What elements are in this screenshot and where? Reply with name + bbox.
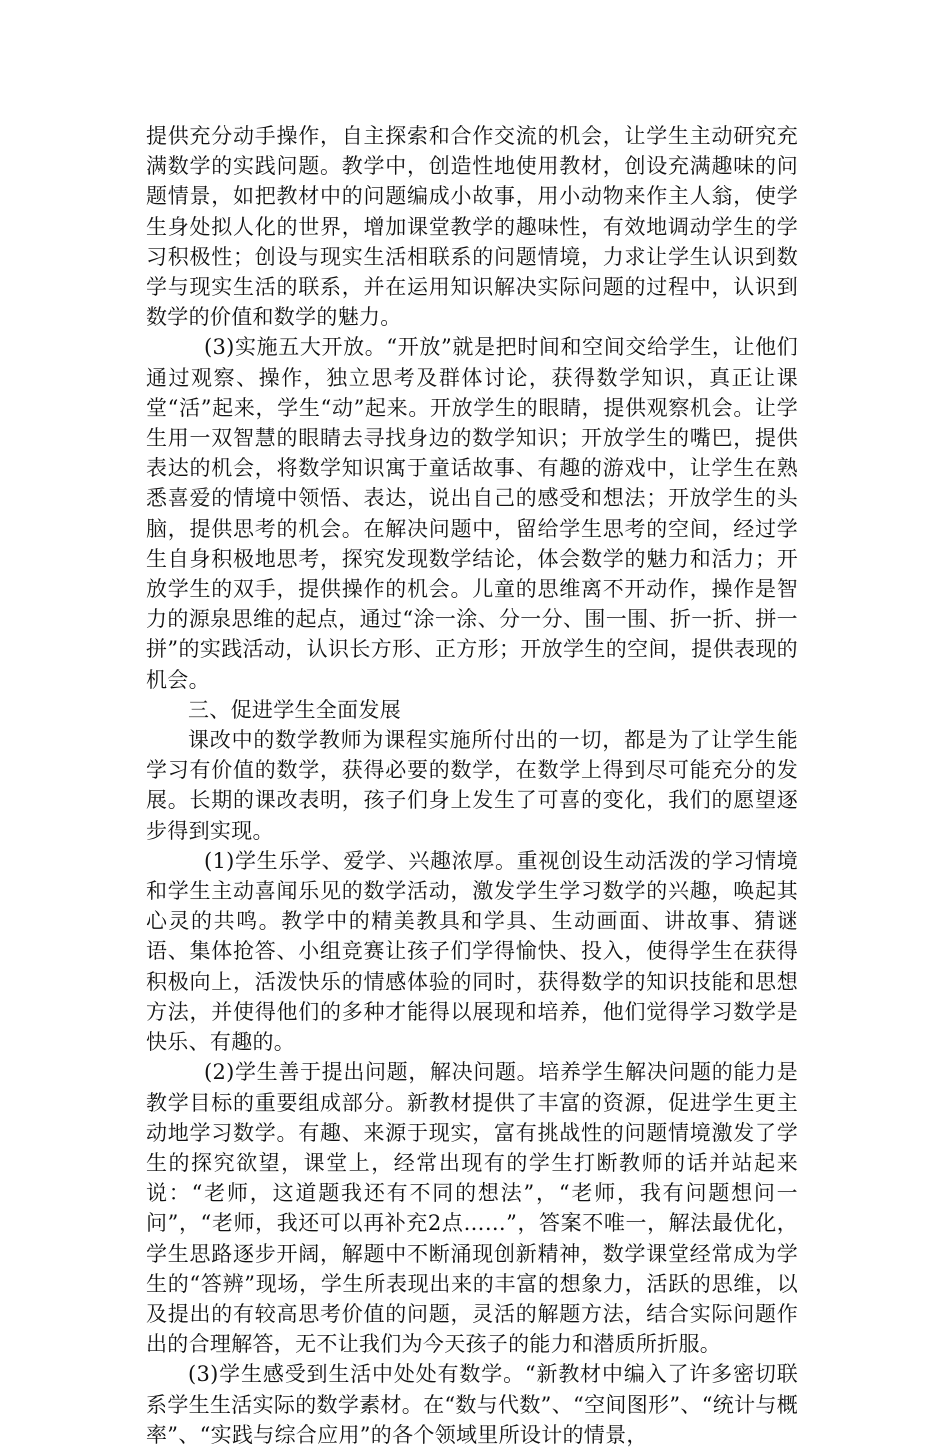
paragraph-continuation: 提供充分动手操作，自主探索和合作交流的机会，让学生主动研究充满数学的实践问题。教学中，创造性地使用教材，创设充满趣味的问题情景，如把教材中的问题编成小故事，用小动物来作主人翁，使学生身处拟人化的世界，增加课堂教学的趣味性，有效地调动学生的学习积极性；创设与现实生活相联系的问题情境，力求让学生认识到数学与现实生活的联系，并在运用知识解决实际问题的过程中，认识到数学的价值和数学的魅力。 bbox=[146, 124, 798, 330]
paragraph-item-1: (1)学生乐学、爱学、兴趣浓厚。重视创设生动活泼的学习情境和学生主动喜闻乐见的数学活动，激发学生学习数学的兴趣，唤起其心灵的共鸣。教学中的精美教具和学具、生动画面、讲故事、猜谜语、集体抢答、小组竞赛让孩子们学得愉快、投入，使得学生在获得积极向上，活泼快乐的情感体验的同时，获得数学的知识技能和思想方法，并使得他们的多种才能得以展现和培养，他们觉得学习数学是快乐、有趣的。 bbox=[146, 848, 798, 1055]
section-heading: 三、促进学生全面发展 bbox=[188, 697, 401, 722]
paragraph-five-openings: (3)实施五大开放。“开放”就是把时间和空间交给学生，让他们通过观察、操作，独立思考及群体讨论，获得数学知识，真正让课堂“活”起来，学生“动”起来。开放学生的眼睛，提供观察机会。让学生用一双智慧的眼睛去寻找身边的数学知识；开放学生的嘴巴，提供表达的机会，将数学知识寓于童话故事、有趣的游戏中，让学生在熟悉喜爱的情境中领悟、表达，说出自己的感受和想法；开放学生的头脑，提供思考的机会。在解决问题中，留给学生思考的空间，经过学生自身积极地思考，探究发现数学结论，体会数学的魅力和活力；开放学生的双手，提供操作的机会。儿童的思维离不开动作，操作是智力的源泉思维的起点，通过“涂一涂、分一分、围一围、折一折、拼一拼”的实践活动，认识长方形、正方形；开放学生的空间，提供表现的机会。 bbox=[146, 335, 798, 692]
body-text bbox=[146, 121, 798, 1450]
paragraph-item-2: (2)学生善于提出问题，解决问题。培养学生解决问题的能力是教学目标的重要组成部分。新教材提供了丰富的资源，促进学生更主动地学习数学。有趣、来源于现实，富有挑战性的问题情境激发了学生的探究欲望，课堂上，经常出现有的学生打断教师的话并站起来说：“老师，这道题我还有不同的想法”，“老师，我有问题想问一问”，“老师，我还可以再补充2点……”，答案不唯一，解法最优化，学生思路逐步开阔，解题中不断涌现创新精神，数学课堂经常成为学生的“答辨”现场，学生所表现出来的丰富的想象力，活跃的思维，以及提出的有较高思考价值的问题，灵活的解题方法，结合实际问题作出的合理解答，无不让我们为今天孩子的能力和潜质所折服。 bbox=[146, 1060, 798, 1357]
paragraph-item-3: (3)学生感受到生活中处处有数学。“新教材中编入了许多密切联系学生生活实际的数学素材。在“数与代数”、“空间图形”、“统计与概率”、“实践与综合应用”的各个领域里所设计的情景， bbox=[146, 1362, 798, 1447]
paragraph-intro: 课改中的数学教师为课程实施所付出的一切，都是为了让学生能学习有价值的数学，获得必要的数学，在数学上得到尽可能充分的发展。长期的课改表明，孩子们身上发生了可喜的变化，我们的愿望逐步得到实现。 bbox=[146, 728, 798, 843]
